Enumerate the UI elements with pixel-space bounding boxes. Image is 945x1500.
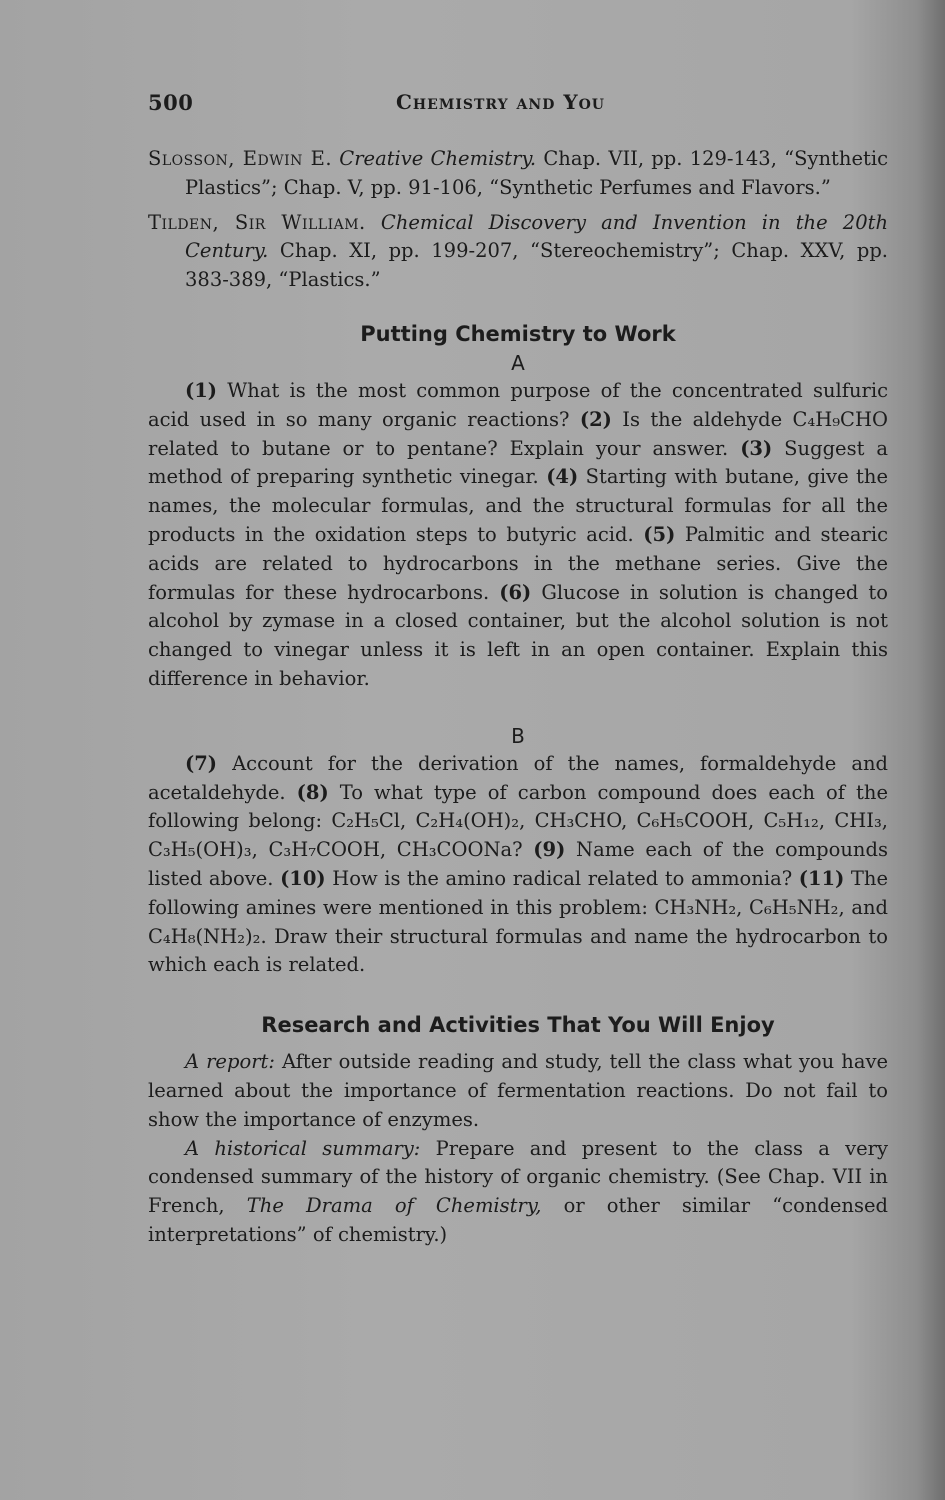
bib-author: Tilden, Sir William. (148, 210, 366, 234)
question-text: How is the amino radical related to ammonia? (332, 866, 793, 890)
bib-author: Slosson, Edwin E. (148, 147, 333, 170)
section-title-putting-to-work: Putting Chemistry to Work (360, 321, 676, 346)
question-text: Draw their structural formulas and name the hydrocarbon to which each is related. (148, 924, 888, 977)
research-item (148, 1048, 888, 1134)
question-number: (4) (546, 465, 579, 489)
question-number: (10) (280, 866, 326, 890)
question-text: Is the aldehyde (622, 407, 783, 431)
question-number: (8) (296, 780, 329, 804)
question-number: (11) (798, 866, 845, 890)
book-title: The Drama of Chemistry, (246, 1194, 542, 1218)
question-number: (3) (740, 436, 773, 460)
question-number: (9) (533, 838, 566, 862)
question-text: Name each of the compounds listed above. (148, 838, 888, 890)
bibliography-entry (148, 209, 888, 295)
chemical-formulas: CH₃NH₂, C₆H₅NH₂, and C₄H₈(NH₂)₂. (148, 895, 888, 948)
question-number: (7) (185, 751, 218, 775)
research-item-text: or other similar “condensed interpretations” of chemistry.) (148, 1194, 889, 1246)
question-text: What is the most common purpose of the concentrated sulfuric acid used in so many organic reactions? (148, 378, 889, 431)
spacer (148, 694, 888, 722)
bibliography-entry (148, 145, 888, 203)
running-title: Chemistry and You (396, 90, 605, 114)
page-header (148, 90, 888, 120)
part-b-questions (148, 750, 888, 980)
research-item-label: A historical summary: (185, 1136, 421, 1160)
bib-details: Chap. VII, pp. 129-143, “Synthetic Plastics”; Chap. V, pp. 91-106, “Synthetic Perfumes and Flavors.” (185, 147, 888, 199)
question-text: Glucose in solution is changed to alcohol by zymase in a closed container, but the alcohol solution is not changed to vinegar unless it is left in an open container. Explain this difference in behavior. (148, 580, 888, 690)
bib-title: Creative Chemistry. (339, 147, 537, 170)
section-title-research: Research and Activities That You Will Enjoy (261, 1013, 775, 1038)
part-a-label: A (511, 350, 525, 375)
part-a-questions (148, 377, 888, 694)
research-item-text: Prepare and present to the class a very condensed summary of the history of organic chemistry. (See Chap. VII in French, (148, 1136, 889, 1218)
question-text: Suggest a method of preparing synthetic vinegar. (148, 436, 888, 489)
bib-title: Chemical Discovery and Invention in the 20th Century. (185, 210, 888, 263)
part-b-label: B (511, 723, 525, 748)
question-number: (1) (185, 378, 218, 402)
question-text: Starting with butane, give the names, the molecular formulas, and the structural formulas for all the products in the oxidation steps to butyric acid. (148, 465, 888, 546)
question-number: (6) (499, 580, 532, 604)
research-item-label: A report: (185, 1050, 275, 1074)
chemical-formulas: C₂H₅Cl, C₂H₄(OH)₂, CH₃CHO, C₆H₅COOH, C₅H₁₂, CHI₃, C₃H₅(OH)₃, C₃H₇COOH, CH₃COONa? (148, 809, 888, 862)
question-text: Account for the derivation of the names, formaldehyde and acetaldehyde. (148, 751, 889, 804)
bib-details: Chap. XI, pp. 199-207, “Stereochemistry”; Chap. XXV, pp. 383-389, “Plastics.” (185, 239, 888, 292)
question-text: Palmitic and stearic acids are related to hydrocarbons in the methane series. Give the formulas for these hydrocarbons. (148, 522, 888, 604)
question-number: (2) (579, 407, 612, 431)
question-number: (5) (643, 522, 676, 546)
question-text: related to butane or to pentane? Explain your answer. (148, 436, 729, 460)
page-content (148, 145, 888, 1250)
page-number: 500 (148, 90, 194, 115)
question-text: To what type of carbon compound does each of the following belong: (148, 780, 888, 833)
chemical-formula: C₄H₉CHO (792, 407, 888, 431)
research-item (148, 1135, 888, 1250)
research-item-text: After outside reading and study, tell the class what you have learned about the importance of fermentation reactions. Do not fail to show the importance of enzymes. (148, 1050, 888, 1131)
question-text: The following amines were mentioned in this problem: (148, 866, 889, 919)
